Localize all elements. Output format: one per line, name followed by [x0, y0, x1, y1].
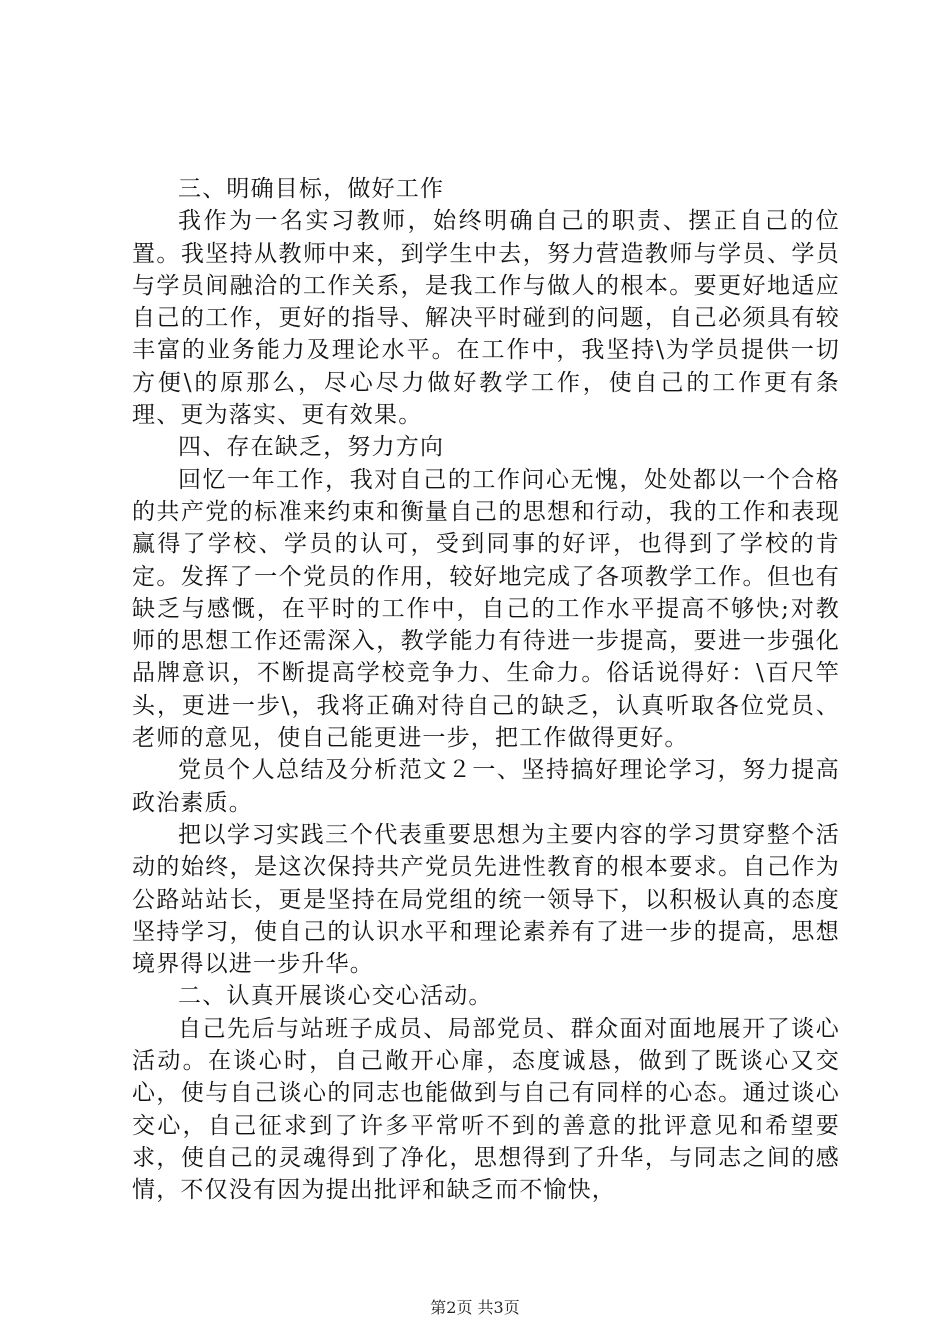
paragraph-sample-2-heading: 党员个人总结及分析范文２一、坚持搞好理论学习，努力提高政治素质。 — [132, 757, 840, 816]
paragraph-talk-activity: 自己先后与站班子成员、局部党员、群众面对面地展开了谈心活动。在谈心时，自己敞开心扉，态度诚恳，做到了既谈心又交心，使与自己谈心的同志也能做到与自己有同样的心态。通过谈心交心，自己征求到了许多平常听不到的善意的批评意见和希望要求，使自己的灵魂得到了净化，思想得到了升华，与同志之间的感情，不仅没有因为提出批评和缺乏而不愉快， — [132, 1015, 840, 1204]
section-heading-4: 四、存在缺乏，努力方向 — [178, 434, 445, 461]
paragraph-theory-study: 把以学习实践三个代表重要思想为主要内容的学习贯穿整个活动的始终，是这次保持共产党员先进性教育的根本要求。自己作为公路站站长，更是坚持在局党组的统一领导下，以积极认真的态度坚持学习，使自己的认识水平和理论素养有了进一步的提高，思想境界得以进一步升华。 — [132, 821, 840, 978]
paragraph-work-role: 我作为一名实习教师，始终明确自己的职责、摆正自己的位置。我坚持从教师中来，到学生中去，努力营造教师与学员、学员与学员间融洽的工作关系，是我工作与做人的根本。要更好地适应自己的工作，更好的指导、解决平时碰到的问题，自己必须具有较丰富的业务能力及理论水平。在工作中，我坚持\为学员提供一切方便\的原那么，尽心尽力做好教学工作，使自己的工作更有条理、更为落实、更有效果。 — [132, 208, 840, 429]
section-heading-3: 三、明确目标，做好工作 — [178, 176, 445, 202]
paragraph-year-review: 回忆一年工作，我对自己的工作问心无愧，处处都以一个合格的共产党的标准来约束和衡量自己的思想和行动，我的工作和表现赢得了学校、学员的认可，受到同事的好评，也得到了学校的肯定。发挥了一个党员的作用，较好地完成了各项教学工作。但也有缺乏与感慨，在平时的工作中，自己的工作水平提高不够快;对教师的思想工作还需深入，教学能力有待进一步提高，要进一步强化品牌意识，不断提高学校竞争力、生命力。俗话说得好：\百尺竿头，更进一步\，我将正确对待自己的缺乏，认真听取各位党员、老师的意见，使自己能更进一步，把工作做得更好。 — [132, 466, 840, 752]
page-number-footer: 第2页 共3页 — [430, 1298, 520, 1317]
document-body — [132, 173, 840, 1207]
section-heading-talk: 二、认真开展谈心交心活动。 — [178, 983, 493, 1010]
